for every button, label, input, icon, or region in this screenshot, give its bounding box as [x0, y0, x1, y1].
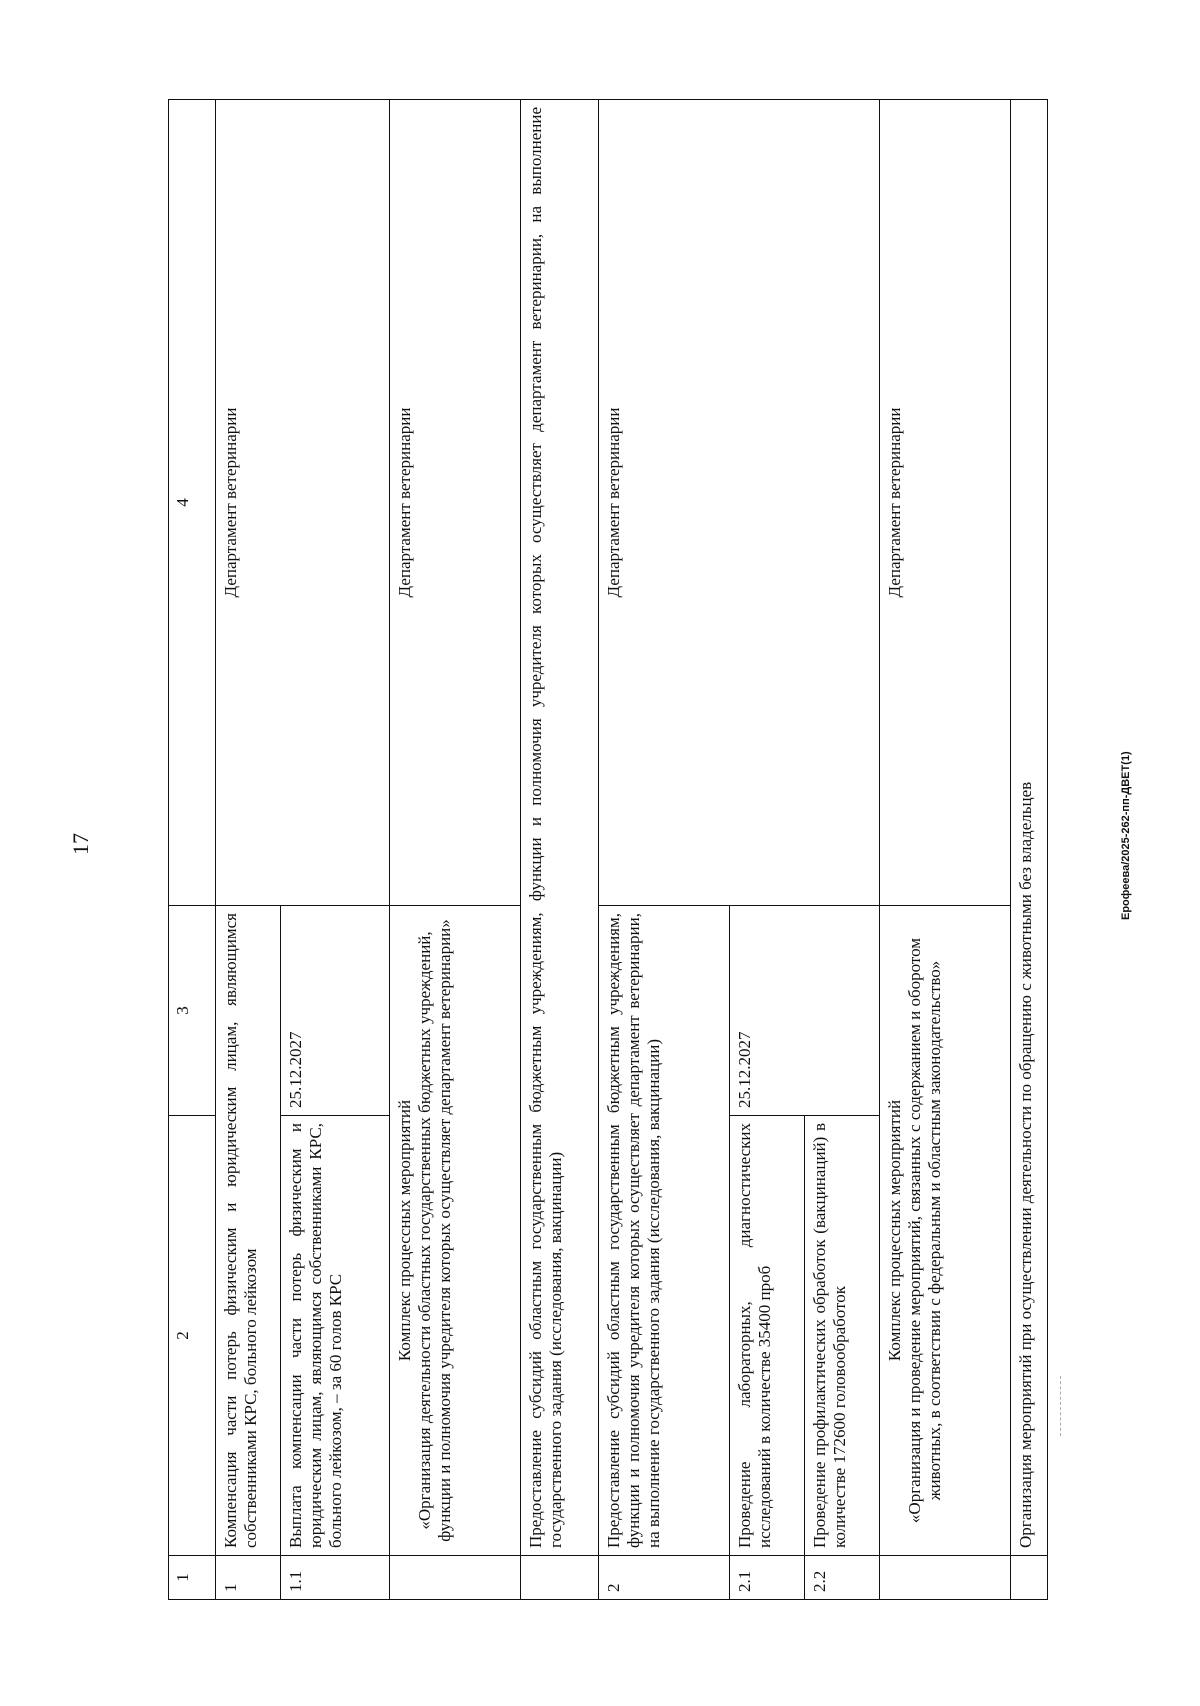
header-row: [169, 100, 216, 1600]
rotated-table-wrapper: [168, 100, 1048, 1600]
page-number: 17: [68, 833, 93, 855]
row-text: Выплата компенсации части потерь физическим и юридическим лицам, являющимся собственниками КРС, больного лейкозом, – за 60 голов КРС: [280, 1116, 390, 1556]
table-row: [880, 100, 1011, 1600]
deadline-date: 25.12.2027: [729, 906, 879, 1116]
complex-measures-block: [390, 906, 521, 1556]
header-col-2: 2: [169, 1116, 216, 1556]
responsible-department: Департамент ветеринарии: [216, 100, 390, 906]
row-number-empty: [521, 1556, 598, 1600]
complex-title: Комплекс процессных мероприятий: [885, 1099, 905, 1362]
table-row: [598, 100, 729, 1600]
subsidy-span-text: Предоставление субсидий областным государственным бюджетным учреждениям, функции и полномочия учредителя которых осуществляет департамент ветеринарии, на выполнение государственного задания (исследования, вакцинации): [521, 100, 598, 1556]
complex-title: Комплекс процессных мероприятий: [395, 1099, 415, 1362]
header-col-3: 3: [169, 906, 216, 1116]
row-number: 1.1: [280, 1556, 390, 1600]
row-text: Компенсация части потерь физическим и юридическим лицам, являющимся собственниками КРС, больного лейкозом: [216, 906, 280, 1556]
responsible-department: Департамент ветеринарии: [390, 100, 521, 906]
scan-margin-mark: [1060, 1376, 1063, 1436]
measures-table: [168, 99, 1048, 1600]
row-text: Предоставление субсидий областным государственным бюджетным учреждениям, функции и полномочия учредителя которых осуществляет департамент ветеринарии, на выполнение государственного задания (исследования, вакцинации): [598, 906, 729, 1556]
table-row: [216, 100, 280, 1600]
row-number-empty: [390, 1556, 521, 1600]
table-row: [521, 100, 598, 1600]
complex-text: «Организация и проведение мероприятий, связанных с содержанием и оборотом животных, в соответствии с федеральным и областным законодательство»: [905, 937, 945, 1524]
header-col-1: 1: [169, 1556, 216, 1600]
row-text: Проведение лабораторных, диагностических исследований в количестве 35400 проб: [729, 1116, 804, 1556]
animals-span-text: Организация мероприятий при осуществлении деятельности по обращению с животными без владельцев: [1011, 100, 1048, 1556]
row-text: Проведение профилактических обработок (вакцинаций) в количестве 172600 головообработок: [805, 1116, 880, 1556]
row-number: 1: [216, 1556, 280, 1600]
deadline-date: 25.12.2027: [280, 906, 390, 1116]
row-number-empty: [880, 1556, 1011, 1600]
table-row: [1011, 100, 1048, 1600]
row-number-empty: [1011, 1556, 1048, 1600]
complex-text: «Организация деятельности областных государственных бюджетных учреждений, функции и полномочия учредителя которых осуществляет департамент ветеринарии»: [415, 919, 455, 1542]
row-number: 2.1: [729, 1556, 804, 1600]
document-code: Ерофеева/2025-262-пп-ДВЕТ(1): [1120, 751, 1132, 920]
row-number: 2.2: [805, 1556, 880, 1600]
header-col-4: 4: [169, 100, 216, 906]
complex-measures-block: [880, 906, 1011, 1556]
row-number: 2: [598, 1556, 729, 1600]
responsible-department: Департамент ветеринарии: [880, 100, 1011, 906]
responsible-department: Департамент ветеринарии: [598, 100, 880, 906]
table-row: [390, 100, 521, 1600]
